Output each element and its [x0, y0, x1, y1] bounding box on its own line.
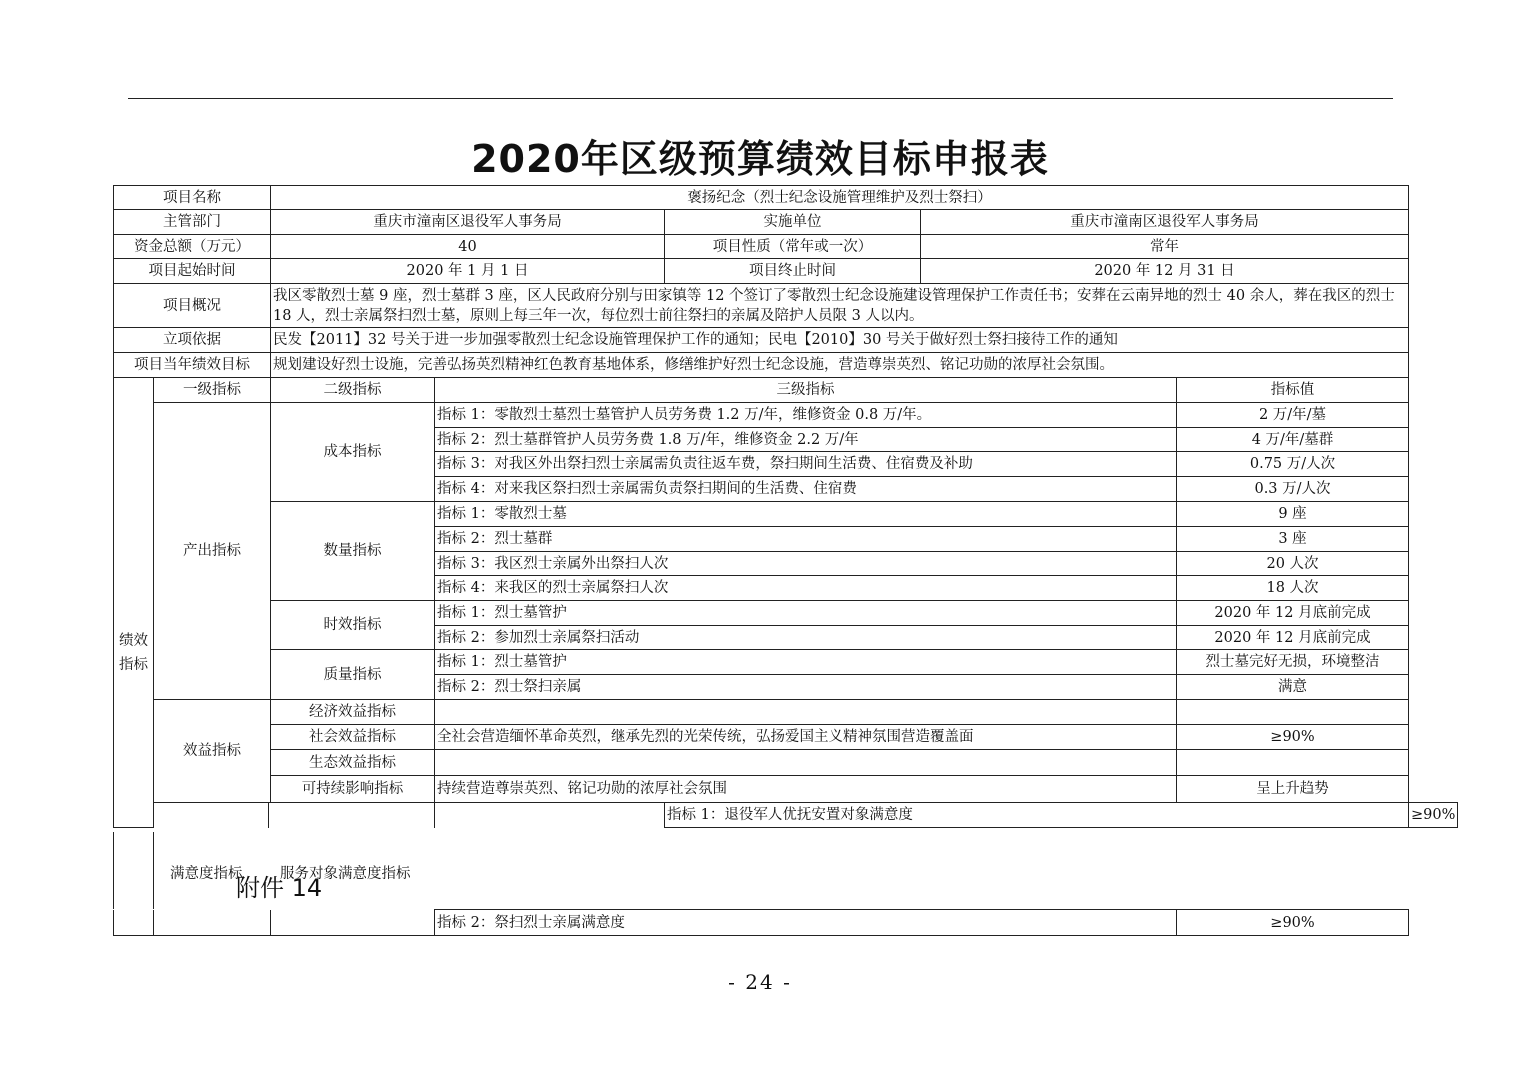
indicator-value [1177, 700, 1409, 725]
end-value: 2020 年 12 月 31 日 [921, 259, 1409, 284]
indicator-text: 全社会营造缅怀革命英烈，继承先烈的光荣传统，弘扬爱国主义精神氛围营造覆盖面 [435, 725, 1177, 750]
benefit-sub-label: 可持续影响指标 [271, 776, 435, 803]
project-name-value: 褒扬纪念（烈士纪念设施管理维护及烈士祭扫） [271, 186, 1409, 210]
performance-side-label: 绩效指标 [114, 378, 154, 828]
indicator-value: ≥90% [1409, 803, 1458, 828]
nature-label: 项目性质（常年或一次） [665, 235, 921, 259]
col-value: 指标值 [1177, 378, 1409, 403]
col-level1: 一级指标 [154, 378, 271, 403]
fund-value: 40 [271, 235, 665, 259]
gap-line [113, 832, 114, 909]
budget-table-continued [113, 909, 1409, 936]
unit-label: 实施单位 [665, 210, 921, 235]
quantity-label: 数量指标 [271, 502, 435, 601]
side-continuation [114, 910, 154, 936]
indicator-text [435, 750, 1177, 776]
indicator-text: 指标 2：烈士祭扫亲属 [435, 675, 1177, 700]
indicator-text: 指标 3：对我区外出祭扫烈士亲属需负责往返车费，祭扫期间生活费、住宿费及补助 [435, 452, 1177, 477]
indicator-value [1177, 750, 1409, 776]
satisfaction-label: 满意度指标 [170, 866, 243, 882]
indicator-value: 2020 年 12 月底前完成 [1177, 626, 1409, 650]
satisfaction-cell-bottom [154, 910, 271, 936]
indicator-text: 指标 4：来我区的烈士亲属祭扫人次 [435, 576, 1177, 601]
satisfaction-cell-top [269, 803, 435, 828]
project-name-label: 项目名称 [114, 186, 271, 210]
dept-label: 主管部门 [114, 210, 271, 235]
basis-label: 立项依据 [114, 328, 271, 353]
indicator-text: 指标 1：烈士墓管护 [435, 601, 1177, 626]
indicator-text: 指标 4：对来我区祭扫烈士亲属需负责祭扫期间的生活费、住宿费 [435, 477, 1177, 502]
time-label: 时效指标 [271, 601, 435, 650]
header-rule [128, 98, 1393, 99]
indicator-text: 持续营造尊崇英烈、铭记功勋的浓厚社会氛围 [435, 776, 1177, 803]
indicator-value: 烈士墓完好无损，环境整洁 [1177, 650, 1409, 675]
service-cell-bottom [271, 910, 435, 936]
start-value: 2020 年 1 月 1 日 [271, 259, 665, 284]
indicator-value: 4 万/年/墓群 [1177, 428, 1409, 452]
indicator-text: 指标 2：烈士墓群管护人员劳务费 1.8 万/年，维修资金 2.2 万/年 [435, 428, 1177, 452]
indicator-value: ≥90% [1177, 910, 1409, 936]
gap-line [153, 832, 154, 909]
indicator-value: 2020 年 12 月底前完成 [1177, 601, 1409, 626]
indicator-text: 指标 2：烈士墓群 [435, 527, 1177, 552]
nature-value: 常年 [921, 235, 1409, 259]
indicator-text: 指标 1：零散烈士墓 [435, 502, 1177, 527]
benefit-sub-label: 经济效益指标 [271, 700, 435, 725]
indicator-text: 指标 2：参加烈士亲属祭扫活动 [435, 626, 1177, 650]
side-continuation [154, 803, 269, 828]
indicator-value: ≥90% [1177, 725, 1409, 750]
end-label: 项目终止时间 [665, 259, 921, 284]
cost-label: 成本指标 [271, 403, 435, 502]
attachment-label: 附件 14 [236, 874, 323, 902]
benefit-sub-label: 生态效益指标 [271, 750, 435, 776]
indicator-value: 2 万/年/墓 [1177, 403, 1409, 428]
dept-value: 重庆市潼南区退役军人事务局 [271, 210, 665, 235]
indicator-text: 指标 2：祭扫烈士亲属满意度 [435, 910, 1177, 936]
col-level2: 二级指标 [271, 378, 435, 403]
indicator-text: 指标 3：我区烈士亲属外出祭扫人次 [435, 552, 1177, 576]
indicator-value: 0.3 万/人次 [1177, 477, 1409, 502]
col-level3: 三级指标 [435, 378, 1177, 403]
indicator-value: 9 座 [1177, 502, 1409, 527]
indicator-value: 18 人次 [1177, 576, 1409, 601]
indicator-value: 满意 [1177, 675, 1409, 700]
benefit-label: 效益指标 [154, 700, 271, 803]
indicator-text [435, 700, 1177, 725]
unit-value: 重庆市潼南区退役军人事务局 [921, 210, 1409, 235]
page-number: - 24 - [728, 970, 792, 994]
budget-table [113, 185, 1458, 828]
indicator-text: 指标 1：退役军人优抚安置对象满意度 [665, 803, 1409, 828]
goal-label: 项目当年绩效目标 [114, 353, 271, 378]
overview-text: 我区零散烈士墓 9 座，烈士墓群 3 座，区人民政府分别与田家镇等 12 个签订了零散烈士纪念设施建设管理保护工作责任书；安葬在云南异地的烈士 40 余人，葬在我区的烈士 18 人，烈士亲属祭扫烈士墓，原则上每三年一次，每位烈士前往祭扫的亲属及陪护人员限 3 人以内。 [271, 284, 1409, 328]
service-cell-top [435, 803, 665, 828]
page-title: 2020年区级预算绩效目标申报表 [471, 137, 1049, 181]
service-label: 服务对象满意度指标 [280, 866, 411, 882]
fund-label: 资金总额（万元） [114, 235, 271, 259]
output-label: 产出指标 [154, 403, 271, 700]
goal-text: 规划建设好烈士设施，完善弘扬英烈精神红色教育基地体系，修缮维护好烈士纪念设施，营造尊崇英烈、铭记功勋的浓厚社会氛围。 [271, 353, 1409, 378]
indicator-value: 0.75 万/人次 [1177, 452, 1409, 477]
indicator-value: 3 座 [1177, 527, 1409, 552]
indicator-text: 指标 1：零散烈士墓烈士墓管护人员劳务费 1.2 万/年，维修资金 0.8 万/年。 [435, 403, 1177, 428]
indicator-value: 呈上升趋势 [1177, 776, 1409, 803]
indicator-value: 20 人次 [1177, 552, 1409, 576]
quality-label: 质量指标 [271, 650, 435, 700]
start-label: 项目起始时间 [114, 259, 271, 284]
basis-text: 民发【2011】32 号关于进一步加强零散烈士纪念设施管理保护工作的通知；民电【2010】30 号关于做好烈士祭扫接待工作的通知 [271, 328, 1409, 353]
benefit-sub-label: 社会效益指标 [271, 725, 435, 750]
overview-label: 项目概况 [114, 284, 271, 328]
indicator-text: 指标 1：烈士墓管护 [435, 650, 1177, 675]
